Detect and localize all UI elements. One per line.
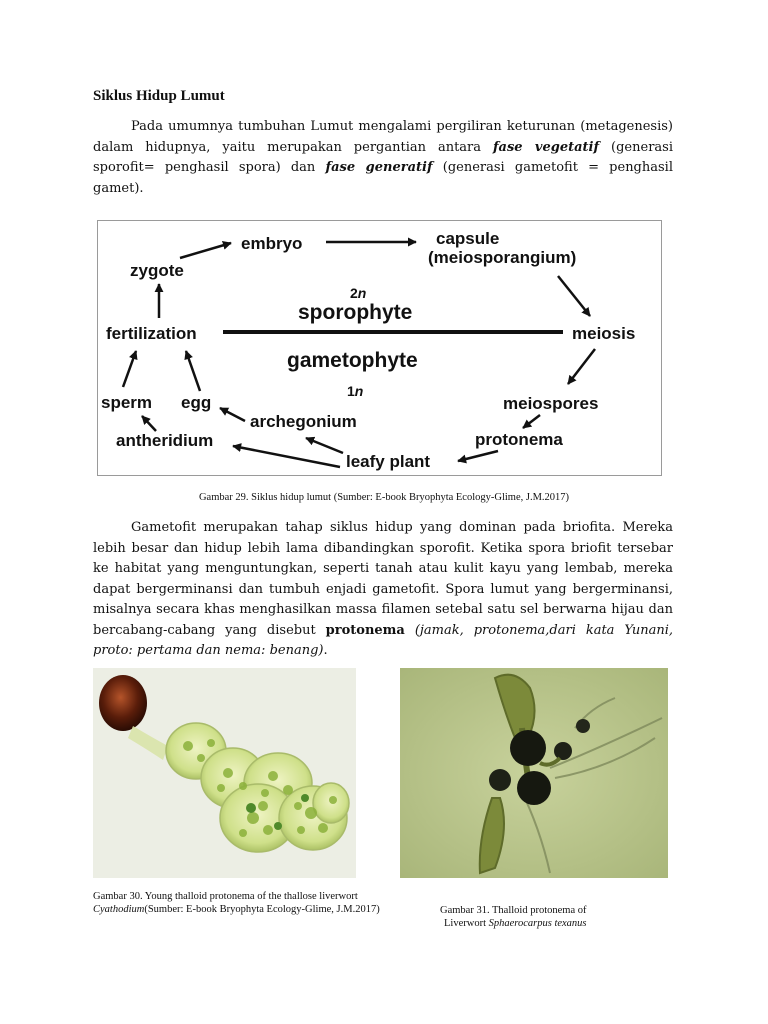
arrow-protonema-leafy <box>458 451 498 461</box>
label-archegonium: archegonium <box>250 412 357 431</box>
label-meiosis: meiosis <box>572 324 636 343</box>
photo-sphaerocarpus-protonema <box>400 668 668 878</box>
arrow-leafy-antheridium <box>233 446 340 467</box>
photo-cyathodium-protonema <box>93 668 356 878</box>
label-meiospores: meiospores <box>503 394 599 413</box>
dark-cell-icon <box>510 730 546 766</box>
label-zygote: zygote <box>130 261 184 280</box>
label-antheridium: antheridium <box>116 431 214 450</box>
life-cycle-diagram <box>97 220 662 476</box>
label-egg: egg <box>181 393 212 412</box>
ploidy-2n: 2n <box>350 285 367 301</box>
section-heading: Siklus Hidup Lumut <box>93 88 225 104</box>
label-sporophyte: sporophyte <box>298 301 413 324</box>
arrow-leafy-archegonium <box>306 438 343 453</box>
label-meiosporangium: (meiosporangium) <box>428 248 577 267</box>
label-protonema: protonema <box>475 430 563 449</box>
label-embryo: embryo <box>241 234 303 253</box>
arrow-meiospores-protonema <box>523 415 540 428</box>
caption-figure-29: Gambar 29. Siklus hidup lumut (Sumber: E-book Bryophyta Ecology-Glime, J.M.2017) <box>198 492 570 503</box>
arrow-capsule-meiosis <box>558 276 590 316</box>
label-fertilization: fertilization <box>106 324 197 343</box>
caption-figure-31: Gambar 31. Thalloid protonema of Liverwort Sphaerocarpus texanus <box>440 905 587 929</box>
arrow-meiosis-meiospores <box>568 349 595 384</box>
term-generative: fase generatif <box>325 160 433 175</box>
label-gametophyte: gametophyte <box>287 349 418 372</box>
arrow-egg-fertilization <box>186 351 200 391</box>
intro-paragraph: Pada umumnya tumbuhan Lumut mengalami pergiliran keturunan (metagenesis) dalam hidupnya, yaitu merupakan pergantian antara fase vegetatif (generasi sporofit= penghasil spora) dan fase generatif (generasi gametofit = penghasil gamet). <box>93 119 673 196</box>
label-capsule: capsule <box>436 229 500 248</box>
term-protonema: protonema <box>325 622 405 638</box>
spore-icon <box>99 675 147 731</box>
term-vegetative: fase vegetatif <box>492 139 600 155</box>
caption-figure-30: Gambar 30. Young thalloid protonema of the thallose liverwort Cyathodium(Sumber: E-book Bryophyta Ecology-Glime, J.M.2017) <box>93 891 380 915</box>
gametophyte-paragraph: Gametofit merupakan tahap siklus hidup yang dominan pada briofita. Mereka lebih besar dan hidup lebih lama dibandingkan sporofit. Ketika spora briofit tersebar ke habitat yang menguntungkan, seperti tanah atau kulit kayu yang lembab, mereka dapat bergerminansi dan tumbuh enjadi gametofit. Spora lumut yang bergerminansi, misalnya secara khas menghasilkan massa filamen setebal satu sel berwarna hijau dan bercabang-cabang yang disebut protonema (jamak, protonema,dari kata Yunani, proto: pertama dan nema: benang). <box>93 520 673 658</box>
arrow-antheridium-sperm <box>142 416 156 431</box>
ploidy-1n: 1n <box>347 383 364 399</box>
arrow-sperm-fertilization <box>123 351 136 387</box>
life-cycle-svg <box>98 221 661 475</box>
label-leafy-plant: leafy plant <box>346 452 431 471</box>
arrow-zygote-embryo <box>180 243 231 258</box>
arrow-archegonium-egg <box>220 408 245 421</box>
label-sperm: sperm <box>101 393 153 412</box>
